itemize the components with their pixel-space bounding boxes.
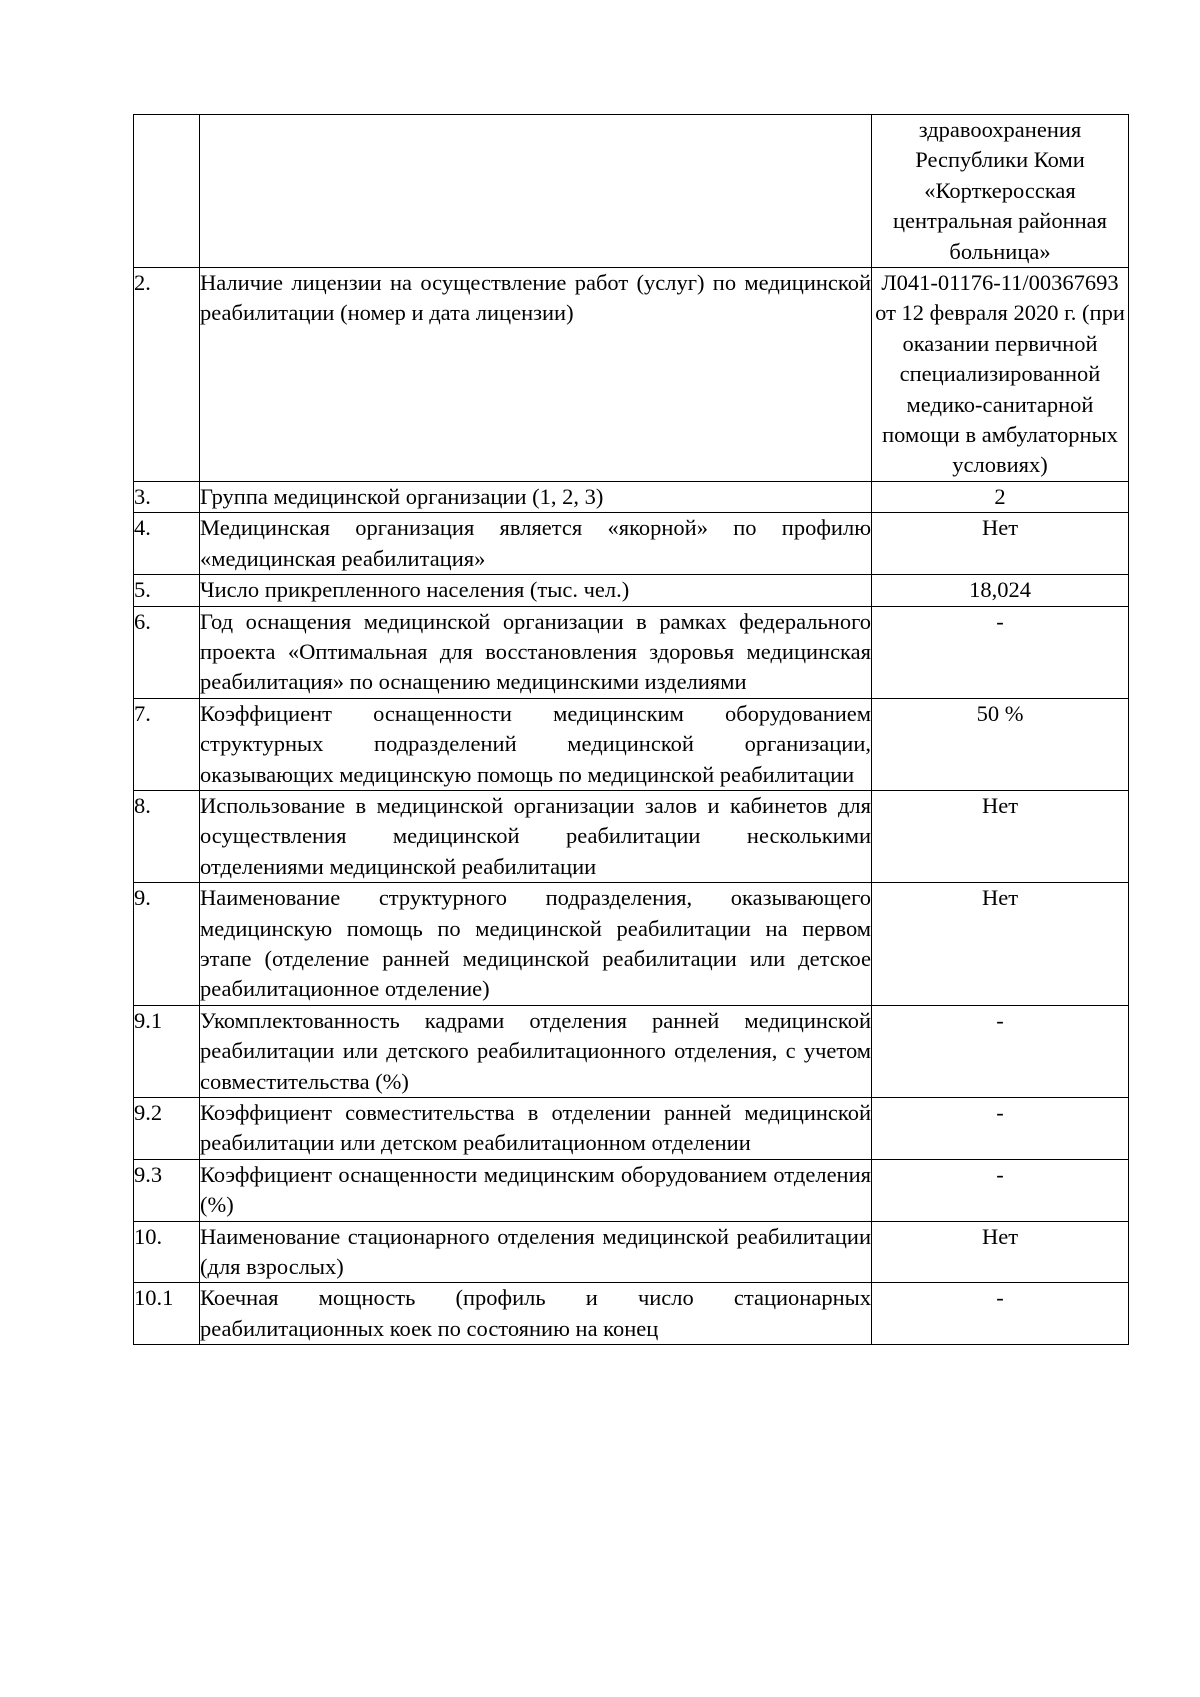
row-number: 10. [134,1221,200,1283]
table-row [134,575,1129,606]
table-row [134,606,1129,698]
row-number: 8. [134,790,200,882]
row-value: - [872,1159,1129,1221]
row-value: - [872,1098,1129,1160]
row-description: Год оснащения медицинской организации в рамках федерального проекта «Оптимальная для восстановления здоровья медицинская реабилитация» по оснащению медицинскими изделиями [200,606,872,698]
row-description: Коэффициент совместительства в отделении ранней медицинской реабилитации или детском реабилитационном отделении [200,1098,872,1160]
row-value: - [872,1005,1129,1097]
row-description: Укомплектованность кадрами отделения ранней медицинской реабилитации или детского реабилитационного отделения, с учетом совместительства (%) [200,1005,872,1097]
table-row [134,481,1129,512]
table-row [134,1283,1129,1345]
row-value: - [872,606,1129,698]
row-description: Группа медицинской организации (1, 2, 3) [200,481,872,512]
table-row [134,1221,1129,1283]
row-description: Наименование стационарного отделения медицинской реабилитации (для взрослых) [200,1221,872,1283]
row-description: Наименование структурного подразделения, оказывающего медицинскую помощь по медицинской реабилитации на первом этапе (отделение ранней медицинской реабилитации или детское реабилитационное отделение) [200,883,872,1006]
row-number: 7. [134,698,200,790]
row-value: Нет [872,790,1129,882]
table-row [134,790,1129,882]
row-description: Коэффициент оснащенности медицинским оборудованием структурных подразделений медицинской организации, оказывающих медицинскую помощь по медицинской реабилитации [200,698,872,790]
row-value: 18,024 [872,575,1129,606]
row-value: здравоохранения Республики Коми «Корткеросская центральная районная больница» [872,115,1129,268]
row-number: 5. [134,575,200,606]
row-number: 9.3 [134,1159,200,1221]
row-value: Л041-01176-11/00367693 от 12 февраля 2020 г. (при оказании первичной специализированной медико-санитарной помощи в амбулаторных условиях) [872,268,1129,482]
row-description: Коэффициент оснащенности медицинским оборудованием отделения (%) [200,1159,872,1221]
row-description: Коечная мощность (профиль и число стационарных реабилитационных коек по состоянию на конец [200,1283,872,1345]
row-number: 3. [134,481,200,512]
indicators-table [133,114,1129,1345]
row-description [200,115,872,268]
row-number: 4. [134,513,200,575]
row-number [134,115,200,268]
row-value: Нет [872,883,1129,1006]
row-number: 9. [134,883,200,1006]
row-value: 50 % [872,698,1129,790]
table-row [134,1005,1129,1097]
table-row [134,1098,1129,1160]
row-description: Медицинская организация является «якорной» по профилю «медицинская реабилитация» [200,513,872,575]
row-description: Число прикрепленного населения (тыс. чел.) [200,575,872,606]
row-number: 9.1 [134,1005,200,1097]
table-row [134,268,1129,482]
table-row [134,698,1129,790]
row-number: 6. [134,606,200,698]
table-row [134,1159,1129,1221]
row-description: Использование в медицинской организации залов и кабинетов для осуществления медицинской реабилитации несколькими отделениями медицинской реабилитации [200,790,872,882]
row-value: Нет [872,1221,1129,1283]
row-number: 2. [134,268,200,482]
table-row [134,883,1129,1006]
row-value: 2 [872,481,1129,512]
row-number: 10.1 [134,1283,200,1345]
table-row [134,513,1129,575]
row-value: Нет [872,513,1129,575]
table-row [134,115,1129,268]
row-value: - [872,1283,1129,1345]
row-number: 9.2 [134,1098,200,1160]
row-description: Наличие лицензии на осуществление работ (услуг) по медицинской реабилитации (номер и дата лицензии) [200,268,872,482]
